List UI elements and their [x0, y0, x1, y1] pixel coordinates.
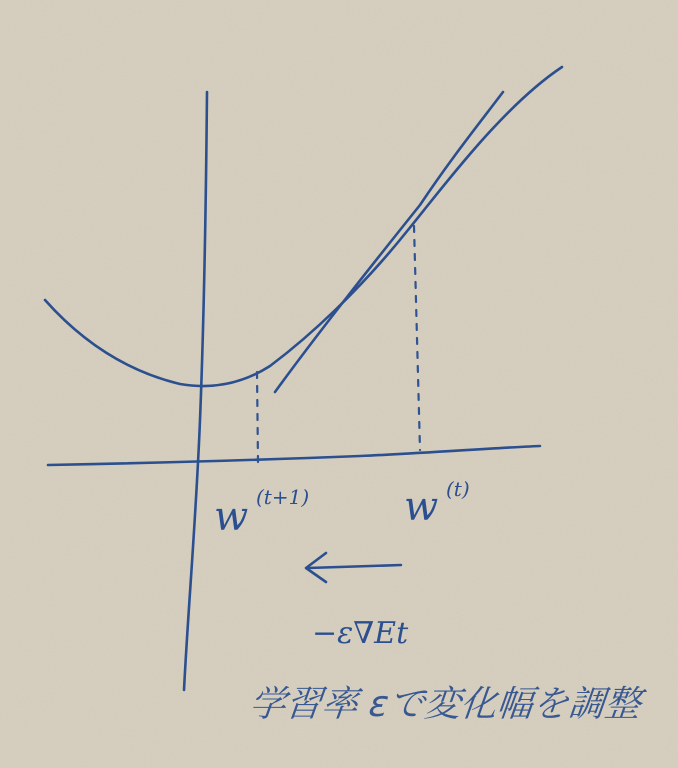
y-axis — [184, 92, 207, 690]
w-current-label: w — [404, 484, 439, 530]
tangent-line — [275, 92, 503, 392]
w-next-label: w — [214, 494, 249, 540]
x-axis — [48, 446, 540, 465]
w-current-superscript: (t) — [446, 477, 470, 501]
learning-rate-note: 学習率 εで変化幅を調整 — [247, 684, 643, 725]
left-arrow-icon — [306, 553, 401, 582]
gradient-step-label: −ε∇Et — [312, 616, 409, 651]
w-current-dashed-line — [414, 226, 420, 450]
w-next-dashed-line — [257, 372, 258, 462]
w-next-superscript: (t+1) — [256, 485, 310, 509]
